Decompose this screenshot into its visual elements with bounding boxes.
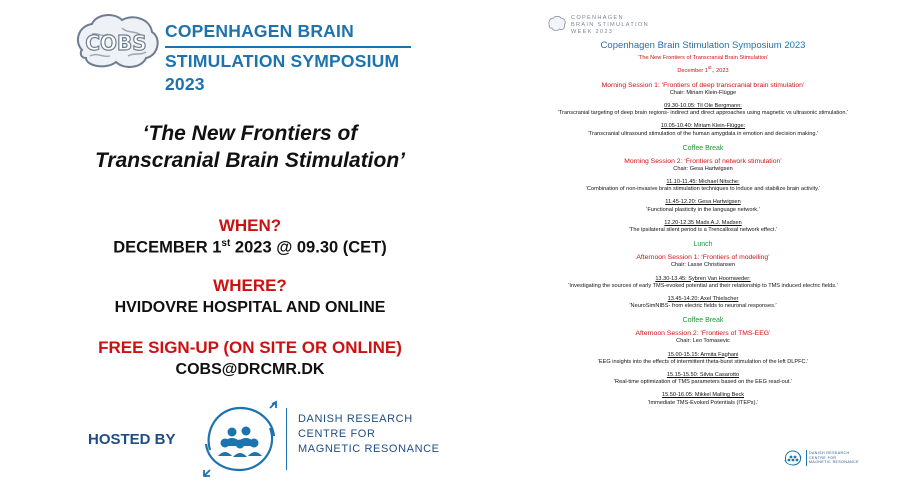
talk-title: ‘EEG insights into the effects of intermittent theta-burst stimulation of the left DLPFC.’ bbox=[597, 358, 809, 365]
host-divider bbox=[286, 408, 287, 470]
footer-line1: DANISH RESEARCH bbox=[809, 451, 850, 455]
talk-time: 12.20-12.35 Mads A.J. Madsen bbox=[664, 219, 742, 226]
when-value bbox=[40, 238, 460, 258]
talk-title: ‘Real-time optimization of TMS parameters based on the EEG read-out.’ bbox=[613, 379, 793, 386]
when-date-suffix: st bbox=[221, 238, 231, 249]
talk-time: 10.05-10.40: Miriam Klein-Flügge: bbox=[660, 123, 746, 130]
host-name bbox=[298, 412, 440, 457]
talk-title: ‘Transcranial ultrasound stimulation of the human amygdala in emotion and decision making.’ bbox=[587, 130, 819, 137]
programme-date-day: December 1 bbox=[677, 67, 708, 74]
footer-line2: CENTRE FOR bbox=[809, 455, 837, 460]
talk-time: 13.45-14.20: Axel Thielscher bbox=[667, 295, 739, 302]
when-time: 2023 @ 09.30 (CET) bbox=[230, 238, 387, 257]
host-line3: MAGNETIC RESONANCE bbox=[298, 443, 440, 455]
brain-stimulation-week-label bbox=[571, 15, 649, 36]
brain-stimulation-week-logo-icon bbox=[546, 14, 568, 34]
symposium-title-line1: COPENHAGEN BRAIN bbox=[165, 20, 411, 48]
talk-time: 11.10-11.45: Michael Nitsche: bbox=[666, 179, 740, 186]
session-title: Afternoon Session 1: ‘Frontiers of modelling’ bbox=[636, 254, 770, 262]
cobs-brain-logo-icon bbox=[72, 12, 160, 74]
talk-time: 15.00-15.15: Armita Faghani bbox=[667, 351, 739, 358]
when-date: DECEMBER 1 bbox=[113, 238, 222, 257]
programme-date bbox=[553, 63, 853, 76]
cobs-logo-text: COBS bbox=[85, 31, 147, 55]
footer-line3: MAGNETIC RESONANCE bbox=[809, 460, 859, 465]
headline-line1: ‘The New Frontiers of bbox=[142, 122, 358, 145]
break-label: Lunch bbox=[693, 241, 713, 249]
session-title: Afternoon Session 2: ‘Frontiers of TMS-EEG’ bbox=[635, 330, 771, 338]
hosted-by-label: HOSTED BY bbox=[88, 431, 176, 448]
symposium-headline bbox=[70, 120, 430, 174]
programme-tagline: ‘The New Frontiers of Transcranial Brain Stimulation’ bbox=[637, 55, 769, 61]
week-line1: COPENHAGEN bbox=[571, 15, 624, 21]
drcmr-small-logo-icon bbox=[783, 449, 803, 467]
where-value: HVIDOVRE HOSPITAL AND ONLINE bbox=[114, 299, 386, 316]
footer-divider bbox=[806, 450, 807, 466]
break-label: Coffee Break bbox=[682, 317, 724, 325]
talk-time: 15.50-16.05: Mikkel Malling Beck bbox=[661, 392, 745, 399]
footer-host-name bbox=[809, 451, 859, 465]
headline-line2: Transcranial Brain Stimulation’ bbox=[94, 149, 406, 172]
talk-title: ‘NeuroSimNIBS- from electric fields to neuronal responses.’ bbox=[629, 303, 777, 310]
talk-time: 11.45-12.20: Gesa Hartwigsen bbox=[665, 199, 741, 206]
host-line1: DANISH RESEARCH bbox=[298, 413, 413, 425]
programme-schedule bbox=[553, 40, 853, 413]
when-label: WHEN? bbox=[218, 216, 282, 235]
programme-date-year: ., 2023 bbox=[711, 67, 729, 74]
session-title: Morning Session 1: ‘Frontiers of deep transcranial brain stimulation’ bbox=[601, 81, 805, 89]
session-chair: Chair: Gesa Hartwigsen bbox=[673, 165, 733, 172]
symposium-title-line2: STIMULATION SYMPOSIUM 2023 bbox=[165, 51, 400, 94]
week-line2: BRAIN STIMULATION bbox=[571, 22, 649, 28]
programme-panel bbox=[513, 0, 900, 491]
talk-title: ‘The ipsilateral silent period is a Trencallosal network effect.’ bbox=[628, 227, 778, 234]
talk-title: ‘Investigating the sources of early TMS-evoked potential and their relationship to TMS induced electric fields.’ bbox=[568, 282, 838, 289]
programme-date-suffix: st bbox=[707, 65, 712, 70]
session-chair: Chair: Miriam Klein-Flügge bbox=[669, 89, 737, 96]
talk-title: ‘Immediate TMS-Evoked Potentials (ITEPs).’ bbox=[647, 399, 759, 406]
signup-email: COBS@DRCMR.DK bbox=[175, 361, 325, 378]
session-chair: Chair: Lasse Christiansen bbox=[670, 262, 736, 269]
talk-title: ‘Transcranial targeting of deep brain regions- indirect and direct approaches using magnetic vs ultrasonic stimulation.’ bbox=[557, 110, 849, 117]
talk-time: 13.30-13.45: Sybren Van Hoornweder: bbox=[655, 275, 751, 282]
talk-title: ‘Combination of non-invasive brain stimulation techniques to induce and stabilize brain activity.’ bbox=[585, 186, 821, 193]
session-title: Morning Session 2: ‘Frontiers of network stimulation’ bbox=[624, 157, 782, 165]
programme-title: Copenhagen Brain Stimulation Symposium 2023 bbox=[600, 40, 806, 51]
week-line3: WEEK 2023 bbox=[571, 29, 614, 35]
talk-time: 09.30-10.05: Til Ole Bergmann: bbox=[664, 103, 742, 110]
signup-label: FREE SIGN-UP (ON SITE OR ONLINE) bbox=[98, 338, 402, 357]
talk-time: 15.15-15.50: Silvia Casarotto bbox=[666, 371, 740, 378]
session-chair: Chair: Leo Tomasevic bbox=[676, 338, 730, 345]
host-line2: CENTRE FOR bbox=[298, 428, 376, 440]
break-label: Coffee Break bbox=[682, 144, 724, 152]
drcmr-logo-icon bbox=[200, 400, 280, 478]
where-label: WHERE? bbox=[213, 276, 287, 295]
talk-title: ‘Functional plasticity in the language network.’ bbox=[646, 206, 760, 213]
symposium-title bbox=[165, 20, 425, 96]
